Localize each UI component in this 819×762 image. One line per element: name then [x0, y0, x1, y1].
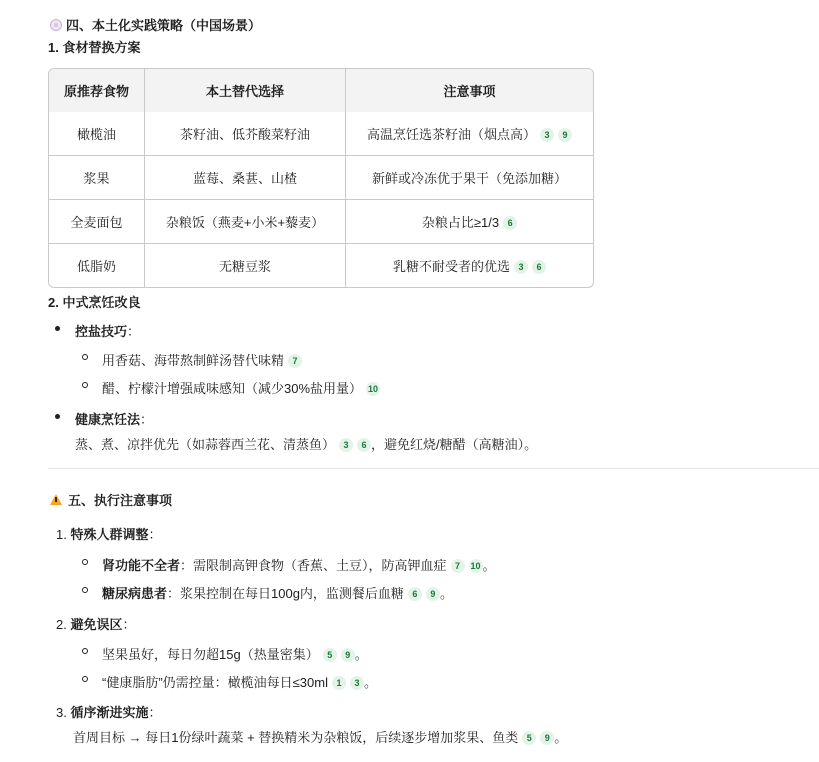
column-header: 注意事项 [346, 69, 593, 112]
alternative-cell: 无糖豆浆 [145, 244, 346, 287]
citation-badge[interactable]: 9 [426, 587, 440, 601]
table-header-row [49, 69, 593, 112]
numbered-item-3: 3. 循序渐进实施： [56, 705, 162, 720]
citation-badge[interactable]: 7 [288, 354, 302, 368]
cooking-text: 蒸、煮、凉拌优先（如蒜蓉西兰花、清蒸鱼） 3 6 ，避免红烧/糖醋（高糖油）。 [75, 437, 538, 452]
section-4-title: 四、本土化实践策略（中国场景） [50, 15, 261, 34]
sub-bullet-icon [82, 382, 88, 388]
sub-bullet-icon [82, 559, 88, 565]
list-item: 坚果虽好，每日勿超15g（热量密集） 5 9 。 [102, 647, 368, 662]
note-cell: 新鲜或冷冻优于果干（免添加糖） [346, 156, 593, 200]
food-cell: 浆果 [49, 156, 145, 200]
column-header: 原推荐食物 [49, 69, 145, 112]
list-item: 糖尿病患者：浆果控制在每日100g内，监测餐后血糖 6 9 。 [102, 586, 453, 601]
citation-badge[interactable]: 3 [540, 128, 554, 142]
food-cell: 橄榄油 [49, 112, 145, 156]
list-item: 醋、柠檬汁增强咸味感知（减少30%盐用量） 10 [102, 381, 379, 396]
list-item: “健康脂肪”仍需控量：橄榄油每日≤30ml 1 3 。 [102, 675, 377, 690]
sub-bullet-icon [82, 587, 88, 593]
list-item: 肾功能不全者：需限制高钾食物（香蕉、土豆），防高钾血症 7 10 。 [102, 558, 496, 573]
citation-badge[interactable]: 5 [323, 648, 337, 662]
substitution-table [48, 68, 594, 288]
citation-badge[interactable]: 10 [368, 384, 379, 394]
citation-badge[interactable]: 9 [341, 648, 355, 662]
subsection-1-title: 1. 食材替换方案 [48, 40, 141, 55]
alternative-cell: 蓝莓、桑葚、山楂 [145, 156, 346, 200]
food-cell: 全麦面包 [49, 200, 145, 244]
bullet-icon [55, 414, 60, 419]
citation-badge[interactable]: 6 [357, 438, 371, 452]
note-cell: 杂粮占比≥1/3 6 [346, 200, 593, 244]
column-header: 本土替代选择 [145, 69, 346, 112]
warning-icon [50, 494, 62, 505]
sub-bullet-icon [82, 354, 88, 360]
sub-bullet-icon [82, 648, 88, 654]
implementation-text: 首周目标 → 每日1份绿叶蔬菜 + 替换精米为杂粮饭，后续逐步增加浆果、鱼类 5 9 。 [73, 730, 568, 745]
table-row [49, 244, 593, 287]
subsection-2-title: 2. 中式烹饪改良 [48, 295, 141, 310]
citation-badge[interactable]: 7 [451, 559, 465, 573]
alternative-cell: 杂粮饭（燕麦+小米+藜麦） [145, 200, 346, 244]
citation-badge[interactable]: 1 [332, 676, 346, 690]
plate-emoji-icon [50, 19, 62, 31]
food-cell: 低脂奶 [49, 244, 145, 287]
salt-tips-heading: 控盐技巧： [75, 324, 141, 339]
citation-badge[interactable]: 6 [503, 216, 517, 230]
sub-bullet-icon [82, 676, 88, 682]
alternative-cell: 茶籽油、低芥酸菜籽油 [145, 112, 346, 156]
section-divider [48, 468, 819, 469]
table-row [49, 200, 593, 244]
citation-badge[interactable]: 3 [350, 676, 364, 690]
bullet-icon [55, 326, 60, 331]
table-row [49, 112, 593, 156]
section-5-title: 五、执行注意事项 [50, 490, 172, 509]
citation-badge[interactable]: 3 [514, 260, 528, 274]
citation-badge[interactable]: 10 [470, 561, 481, 571]
citation-badge[interactable]: 5 [522, 731, 536, 745]
citation-badge[interactable]: 9 [540, 731, 554, 745]
cooking-heading: 健康烹饪法： [75, 412, 154, 427]
numbered-item-2: 2. 避免误区： [56, 617, 136, 632]
citation-badge[interactable]: 6 [532, 260, 546, 274]
numbered-item-1: 1. 特殊人群调整： [56, 527, 162, 542]
note-cell: 高温烹饪选茶籽油（烟点高） 3 9 [346, 112, 593, 156]
note-cell: 乳糖不耐受者的优选 3 6 [346, 244, 593, 287]
table-row [49, 156, 593, 200]
citation-badge[interactable]: 9 [558, 128, 572, 142]
list-item: 用香菇、海带熬制鲜汤替代味精 7 [102, 350, 302, 369]
citation-badge[interactable]: 6 [408, 587, 422, 601]
citation-badge[interactable]: 3 [339, 438, 353, 452]
